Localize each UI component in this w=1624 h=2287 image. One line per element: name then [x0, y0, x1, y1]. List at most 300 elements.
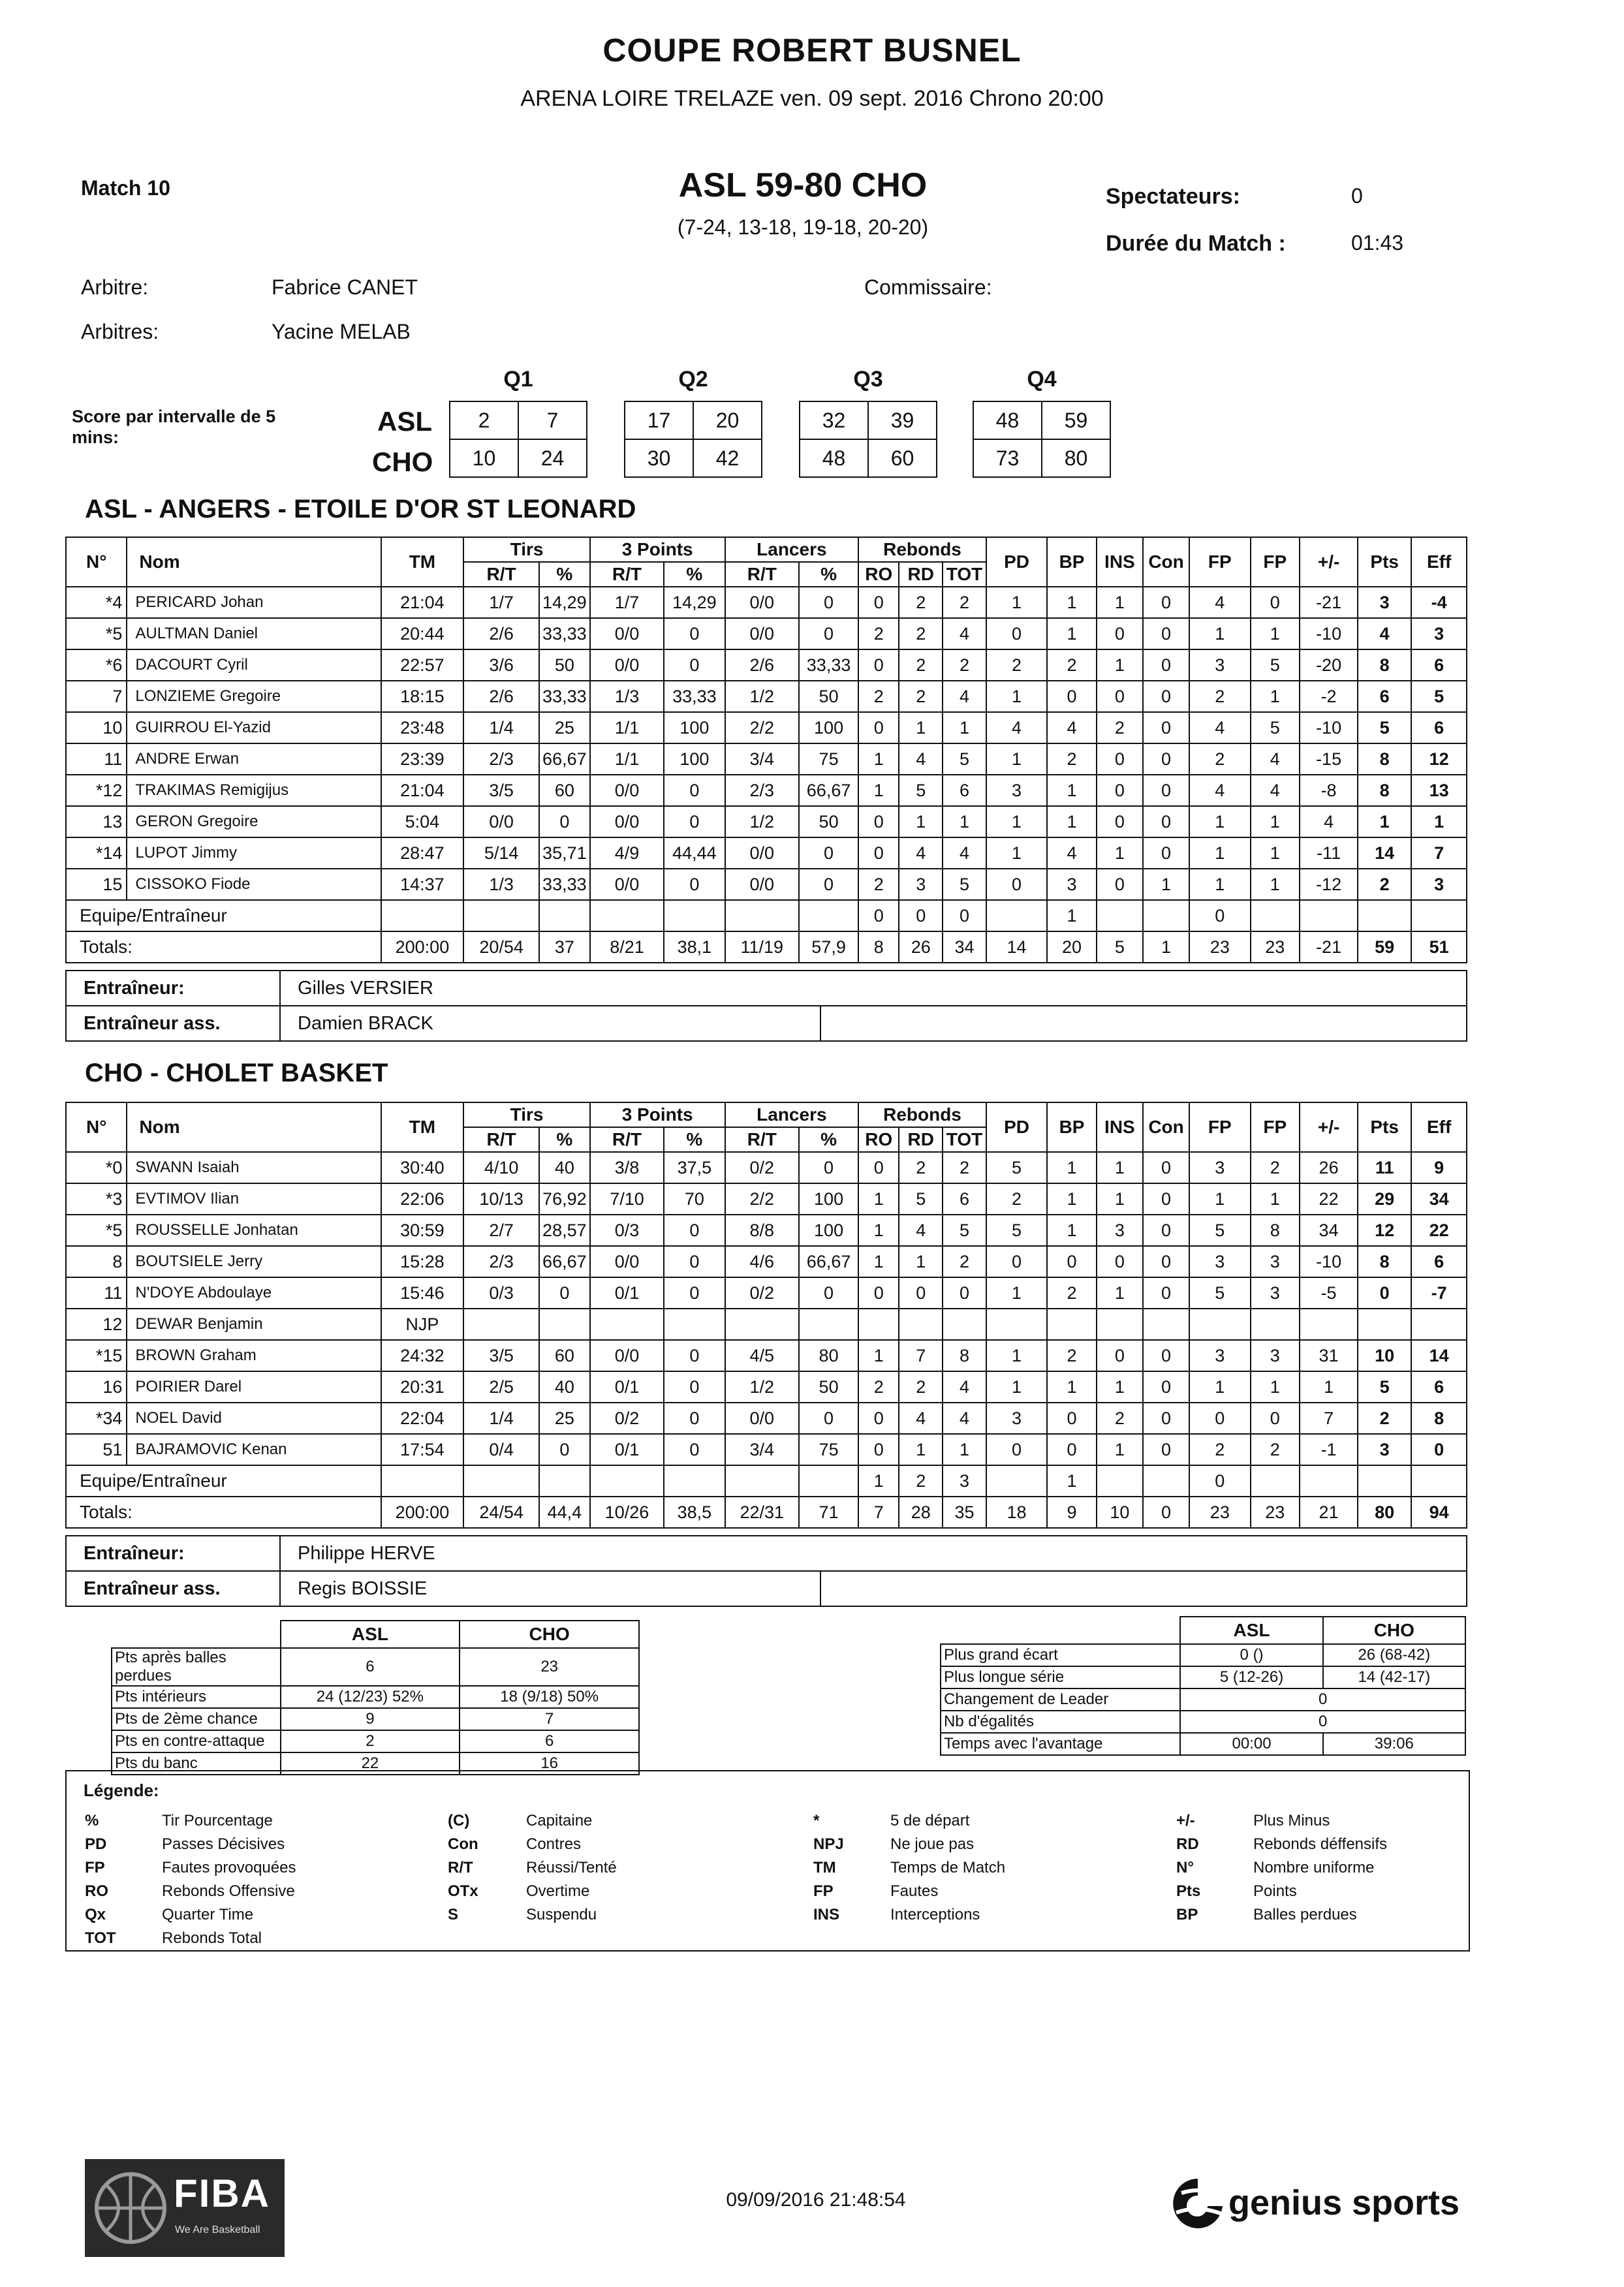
- stat-cell: 6: [943, 775, 986, 806]
- stat-cell: 0: [1143, 1371, 1189, 1403]
- stat-cell: 5: [1189, 1215, 1250, 1246]
- summary-value: 00:00: [1180, 1733, 1322, 1755]
- stat-cell: 2/5: [463, 1371, 539, 1403]
- stat-cell: 0: [1143, 743, 1189, 775]
- stat-cell: 0: [1097, 618, 1143, 649]
- legend-key: Con: [448, 1835, 478, 1853]
- stat-cell: 2/6: [463, 618, 539, 649]
- stat-cell: 0/0: [725, 837, 799, 869]
- stat-cell: 20:31: [381, 1371, 464, 1403]
- stat-cell: [463, 900, 539, 931]
- stat-cell: 14,29: [664, 587, 725, 618]
- stat-cell: 2: [1251, 1434, 1300, 1465]
- stat-cell: 0: [799, 618, 858, 649]
- player-row: [66, 649, 1467, 681]
- stat-cell: 5: [1251, 712, 1300, 743]
- stat-cell: 4: [899, 1215, 943, 1246]
- legend-description: Rebonds déffensifs: [1253, 1835, 1388, 1853]
- stat-cell: 8: [1358, 743, 1411, 775]
- legend-description: Nombre uniforme: [1253, 1859, 1375, 1876]
- coach-label: Entraîneur:: [66, 971, 280, 1006]
- column-header: Nom: [127, 537, 381, 587]
- stat-cell: [1189, 1309, 1250, 1340]
- column-header: FP: [1189, 537, 1250, 587]
- stat-cell: *4: [66, 587, 127, 618]
- stat-cell: -10: [1300, 1246, 1358, 1277]
- stat-cell: 7/10: [590, 1183, 664, 1215]
- stat-cell: 5: [1189, 1277, 1250, 1309]
- stat-cell: 1: [858, 1465, 899, 1497]
- stat-cell: 2: [858, 869, 899, 900]
- stat-cell: 1: [1189, 837, 1250, 869]
- stat-cell: 0/0: [590, 806, 664, 837]
- stat-cell: 11: [66, 1277, 127, 1309]
- stat-cell: 1: [1047, 900, 1097, 931]
- stat-cell: 1: [986, 1277, 1047, 1309]
- stat-cell: *0: [66, 1152, 127, 1183]
- summary-value: 23: [460, 1648, 639, 1686]
- stat-cell: [943, 1309, 986, 1340]
- total-cell: 94: [1411, 1497, 1467, 1528]
- stat-cell: 2: [1189, 1434, 1250, 1465]
- column-header: TM: [381, 1102, 464, 1152]
- stat-cell: 6: [1358, 681, 1411, 712]
- interval-score-cell: 17: [625, 401, 693, 439]
- total-cell: 8/21: [590, 931, 664, 963]
- total-cell: 22/31: [725, 1497, 799, 1528]
- stat-cell: 2: [1047, 1277, 1097, 1309]
- stat-cell: 8: [1411, 1403, 1467, 1434]
- stat-cell: 34: [1411, 1183, 1467, 1215]
- stat-cell: -5: [1300, 1277, 1358, 1309]
- stat-cell: 33,33: [539, 681, 590, 712]
- stat-cell: -8: [1300, 775, 1358, 806]
- stat-cell: 3: [986, 775, 1047, 806]
- legend-description: Fautes: [890, 1882, 939, 1900]
- total-cell: 71: [799, 1497, 858, 1528]
- stat-cell: 2: [899, 1371, 943, 1403]
- stat-cell: 1: [1251, 618, 1300, 649]
- stat-cell: 0: [899, 1277, 943, 1309]
- summary-value: 6: [460, 1730, 639, 1752]
- interval-label: Score par intervalle de 5 mins:: [72, 407, 276, 447]
- stat-cell: 4/9: [590, 837, 664, 869]
- summary-value: 7: [460, 1708, 639, 1730]
- stat-cell: 2: [1358, 1403, 1411, 1434]
- player-name: BAJRAMOVIC Kenan: [127, 1434, 381, 1465]
- player-row: [66, 1371, 1467, 1403]
- stat-cell: 0: [943, 900, 986, 931]
- column-subheader: TOT: [943, 562, 986, 587]
- stat-cell: 0: [799, 1152, 858, 1183]
- total-cell: -21: [1300, 931, 1358, 963]
- stat-cell: 0: [1097, 775, 1143, 806]
- stat-cell: 2: [899, 618, 943, 649]
- interval-quarter-2: Q2: [678, 367, 708, 392]
- stat-cell: 1/1: [590, 712, 664, 743]
- stat-cell: 2: [986, 649, 1047, 681]
- stat-cell: [799, 900, 858, 931]
- total-cell: 38,5: [664, 1497, 725, 1528]
- stat-cell: 2/6: [463, 681, 539, 712]
- stat-cell: [899, 1309, 943, 1340]
- legend-description: Rebonds Total: [162, 1929, 262, 1947]
- stat-cell: 1/7: [590, 587, 664, 618]
- total-cell: 0: [1143, 1497, 1189, 1528]
- stat-cell: 21:04: [381, 587, 464, 618]
- stat-cell: 66,67: [799, 1246, 858, 1277]
- stat-cell: 0: [1097, 743, 1143, 775]
- stat-cell: 14: [1411, 1340, 1467, 1371]
- stat-cell: -1: [1300, 1434, 1358, 1465]
- legend-key: S: [448, 1906, 459, 1923]
- column-header: N°: [66, 537, 127, 587]
- player-name: CISSOKO Fiode: [127, 869, 381, 900]
- stat-cell: 22:57: [381, 649, 464, 681]
- column-header: Pts: [1358, 1102, 1411, 1152]
- legend-key: INS: [813, 1906, 840, 1923]
- stat-cell: 0/0: [725, 618, 799, 649]
- legend-description: Points: [1253, 1882, 1297, 1900]
- stat-cell: 0/3: [590, 1215, 664, 1246]
- stat-cell: 1: [986, 1371, 1047, 1403]
- stat-cell: 1: [1047, 806, 1097, 837]
- stat-cell: 0: [1097, 806, 1143, 837]
- legend-description: Quarter Time: [162, 1906, 254, 1923]
- stat-cell: 5:04: [381, 806, 464, 837]
- spectators-label: Spectateurs:: [1106, 184, 1240, 209]
- column-header: N°: [66, 1102, 127, 1152]
- legend-key: BP: [1176, 1906, 1198, 1923]
- stat-cell: 3/4: [725, 1434, 799, 1465]
- stat-cell: 7: [1411, 837, 1467, 869]
- stat-cell: 0: [1143, 1403, 1189, 1434]
- stat-cell: 0: [1143, 649, 1189, 681]
- summary-label: Changement de Leader: [941, 1688, 1180, 1711]
- stat-cell: 66,67: [799, 775, 858, 806]
- stat-cell: 8: [943, 1340, 986, 1371]
- stat-cell: 4: [1300, 806, 1358, 837]
- totals-label: Totals:: [66, 931, 381, 963]
- summary-value: 2: [281, 1730, 460, 1752]
- stat-cell: 0: [1097, 1246, 1143, 1277]
- stat-cell: [1411, 1309, 1467, 1340]
- summary-team-header: CHO: [460, 1621, 639, 1648]
- summary-row: [112, 1648, 639, 1686]
- stat-cell: 0: [1143, 1434, 1189, 1465]
- total-cell: 23: [1251, 931, 1300, 963]
- interval-team-cho: CHO: [372, 446, 433, 477]
- interval-row-cho: [973, 439, 1110, 477]
- team-row-label: Equipe/Entraîneur: [66, 1465, 381, 1497]
- stat-cell: 2/3: [463, 1246, 539, 1277]
- summary-value: 5 (12-26): [1180, 1666, 1322, 1688]
- assistant-name: Regis BOISSIE: [280, 1571, 820, 1606]
- player-row: [66, 806, 1467, 837]
- player-name: BROWN Graham: [127, 1340, 381, 1371]
- stat-cell: 5: [899, 775, 943, 806]
- summary-row: [941, 1644, 1465, 1666]
- coach-label: Entraîneur:: [66, 1536, 280, 1571]
- column-header: PD: [986, 1102, 1047, 1152]
- assistant-label: Entraîneur ass.: [66, 1571, 280, 1606]
- summary-row: [112, 1686, 639, 1708]
- coach-name: Gilles VERSIER: [280, 971, 1467, 1006]
- legend-description: Tir Pourcentage: [162, 1812, 273, 1829]
- player-row: [66, 587, 1467, 618]
- stat-cell: 14:37: [381, 869, 464, 900]
- column-subheader: R/T: [725, 562, 799, 587]
- interval-score-cell: 48: [973, 401, 1042, 439]
- stat-cell: 60: [539, 775, 590, 806]
- stat-cell: 8: [66, 1246, 127, 1277]
- stat-cell: 0/2: [725, 1277, 799, 1309]
- total-cell: 35: [943, 1497, 986, 1528]
- stat-cell: [1143, 900, 1189, 931]
- stat-cell: 1: [1047, 618, 1097, 649]
- interval-score-cell: 39: [868, 401, 937, 439]
- stat-cell: 2/7: [463, 1215, 539, 1246]
- summary-row: [941, 1711, 1465, 1733]
- stat-cell: 66,67: [539, 743, 590, 775]
- legend-key: FP: [813, 1882, 834, 1900]
- stat-cell: 0/0: [725, 1403, 799, 1434]
- stat-cell: 2: [858, 681, 899, 712]
- stat-cell: 1: [1097, 837, 1143, 869]
- column-subheader: RO: [858, 1127, 899, 1152]
- stat-cell: [1358, 900, 1411, 931]
- player-row: [66, 775, 1467, 806]
- summary-value: 0: [1180, 1711, 1465, 1733]
- legend-description: Contres: [526, 1835, 582, 1853]
- period-scores: (7-24, 13-18, 19-18, 20-20): [677, 215, 929, 239]
- column-header: Con: [1143, 537, 1189, 587]
- stat-cell: 1: [1251, 869, 1300, 900]
- stat-cell: 0/3: [463, 1277, 539, 1309]
- stat-cell: 1: [1097, 649, 1143, 681]
- stat-cell: -12: [1300, 869, 1358, 900]
- stat-cell: 2: [1047, 743, 1097, 775]
- summary-label: Nb d'égalités: [941, 1711, 1180, 1733]
- stat-cell: 0: [799, 1277, 858, 1309]
- totals-row: [66, 1497, 1467, 1528]
- stat-cell: 17:54: [381, 1434, 464, 1465]
- summary-row: [941, 1666, 1465, 1688]
- group-header: Rebonds: [858, 1102, 986, 1127]
- stat-cell: 1: [986, 743, 1047, 775]
- interval-score-cell: 42: [693, 439, 762, 477]
- stat-cell: 4: [899, 1403, 943, 1434]
- stat-cell: 0: [1251, 1403, 1300, 1434]
- summary-label: Pts intérieurs: [112, 1686, 281, 1708]
- group-header: 3 Points: [590, 1102, 725, 1127]
- stat-cell: 1: [899, 1434, 943, 1465]
- total-cell: 8: [858, 931, 899, 963]
- team-row-label: Equipe/Entraîneur: [66, 900, 381, 931]
- legend-description: Balles perdues: [1253, 1906, 1357, 1923]
- stat-cell: 1: [899, 1246, 943, 1277]
- stat-cell: 5/14: [463, 837, 539, 869]
- stat-cell: 15:28: [381, 1246, 464, 1277]
- stat-cell: 1: [1047, 1371, 1097, 1403]
- group-header: 3 Points: [590, 537, 725, 562]
- stat-cell: -10: [1300, 712, 1358, 743]
- stat-cell: 1/4: [463, 712, 539, 743]
- interval-score-cell: 73: [973, 439, 1042, 477]
- player-row: [66, 743, 1467, 775]
- stat-cell: 0: [858, 1403, 899, 1434]
- total-cell: 23: [1189, 1497, 1250, 1528]
- stat-cell: 2: [943, 587, 986, 618]
- stat-cell: 1: [1251, 681, 1300, 712]
- interval-row-asl: [625, 401, 762, 439]
- stat-cell: 2: [899, 1465, 943, 1497]
- header-row: [66, 1102, 1467, 1127]
- stat-cell: 1: [943, 806, 986, 837]
- legend-description: Interceptions: [890, 1906, 980, 1923]
- column-subheader: RD: [899, 1127, 943, 1152]
- stat-cell: [463, 1309, 539, 1340]
- summary-value: 18 (9/18) 50%: [460, 1686, 639, 1708]
- legend-description: Suspendu: [526, 1906, 597, 1923]
- stat-cell: 1: [858, 1246, 899, 1277]
- stat-cell: 3/5: [463, 1340, 539, 1371]
- player-row: [66, 712, 1467, 743]
- legend-key: OTx: [448, 1882, 478, 1900]
- total-cell: 38,1: [664, 931, 725, 963]
- stat-cell: 0: [664, 806, 725, 837]
- stat-cell: 1/2: [725, 681, 799, 712]
- summary-value: 16: [460, 1752, 639, 1775]
- stat-cell: 5: [986, 1215, 1047, 1246]
- stat-cell: 28,57: [539, 1215, 590, 1246]
- stat-cell: 50: [539, 649, 590, 681]
- stat-cell: 2: [943, 1246, 986, 1277]
- stat-cell: 76,92: [539, 1183, 590, 1215]
- stat-cell: 0: [1251, 587, 1300, 618]
- coach-name: Philippe HERVE: [280, 1536, 1467, 1571]
- legend-description: Passes Décisives: [162, 1835, 285, 1853]
- stat-cell: [1251, 1465, 1300, 1497]
- stat-cell: 2: [986, 1183, 1047, 1215]
- stat-cell: 3: [1251, 1340, 1300, 1371]
- stat-cell: 40: [539, 1371, 590, 1403]
- stat-cell: 8: [1251, 1215, 1300, 1246]
- stat-cell: 0: [664, 1215, 725, 1246]
- stat-cell: 33,33: [539, 869, 590, 900]
- stat-cell: 3/4: [725, 743, 799, 775]
- interval-quarter-1: Q1: [503, 367, 533, 392]
- interval-row-asl: [973, 401, 1110, 439]
- summary-row: [112, 1708, 639, 1730]
- stat-cell: 0/4: [463, 1434, 539, 1465]
- column-subheader: R/T: [463, 1127, 539, 1152]
- fiba-tagline: We Are Basketball: [175, 2224, 260, 2235]
- team-row: [66, 900, 1467, 931]
- stat-cell: [1358, 1465, 1411, 1497]
- total-cell: 21: [1300, 1497, 1358, 1528]
- interval-score-cell: 24: [518, 439, 587, 477]
- interval-row-cho: [450, 439, 587, 477]
- stat-cell: *3: [66, 1183, 127, 1215]
- stat-cell: 0/1: [590, 1371, 664, 1403]
- column-header: PD: [986, 537, 1047, 587]
- stat-cell: 2: [943, 1152, 986, 1183]
- interval-score-cell: 32: [800, 401, 868, 439]
- stat-cell: 1: [1143, 869, 1189, 900]
- stat-cell: 0/0: [590, 775, 664, 806]
- stat-cell: 1: [1358, 806, 1411, 837]
- stat-cell: 0: [1143, 1340, 1189, 1371]
- interval-row-cho: [800, 439, 937, 477]
- legend-key: PD: [85, 1835, 107, 1853]
- total-cell: 28: [899, 1497, 943, 1528]
- stat-cell: 1: [858, 1215, 899, 1246]
- stat-cell: 8: [1358, 775, 1411, 806]
- commissioner-label: Commissaire:: [864, 275, 992, 299]
- stat-cell: 4: [986, 712, 1047, 743]
- duration-value: 01:43: [1351, 231, 1404, 255]
- stat-cell: 0: [1411, 1434, 1467, 1465]
- interval-score-cell: 7: [518, 401, 587, 439]
- stat-cell: 14: [1358, 837, 1411, 869]
- stat-cell: 0: [1143, 1152, 1189, 1183]
- stat-cell: 2/2: [725, 712, 799, 743]
- stat-cell: 0: [858, 1277, 899, 1309]
- stat-cell: 1: [858, 1340, 899, 1371]
- summary-value: 24 (12/23) 52%: [281, 1686, 460, 1708]
- stat-cell: 0/0: [590, 618, 664, 649]
- stat-cell: 1: [858, 743, 899, 775]
- player-name: LUPOT Jimmy: [127, 837, 381, 869]
- fiba-wordmark: FIBA: [174, 2171, 270, 2215]
- player-name: EVTIMOV Ilian: [127, 1183, 381, 1215]
- player-row: [66, 1246, 1467, 1277]
- stat-cell: 4: [943, 1371, 986, 1403]
- player-name: GUIRROU El-Yazid: [127, 712, 381, 743]
- stat-cell: [1300, 1309, 1358, 1340]
- stat-cell: 1: [1047, 1215, 1097, 1246]
- stat-cell: 0: [986, 1246, 1047, 1277]
- stat-cell: 1: [1300, 1371, 1358, 1403]
- stat-cell: 11: [1358, 1152, 1411, 1183]
- stat-cell: 0: [1047, 1434, 1097, 1465]
- total-cell: 200:00: [381, 931, 464, 963]
- total-cell: 23: [1189, 931, 1250, 963]
- stat-cell: [1047, 1309, 1097, 1340]
- stat-cell: 4: [943, 1403, 986, 1434]
- stat-cell: 0: [1143, 618, 1189, 649]
- summary-team-header: ASL: [281, 1621, 460, 1648]
- stat-cell: 2/3: [725, 775, 799, 806]
- player-row: [66, 869, 1467, 900]
- legend-description: Ne joue pas: [890, 1835, 975, 1853]
- stat-cell: *6: [66, 649, 127, 681]
- total-cell: 57,9: [799, 931, 858, 963]
- stat-cell: 1: [1097, 1277, 1143, 1309]
- stat-cell: 2: [899, 1152, 943, 1183]
- stat-cell: 2: [858, 618, 899, 649]
- stat-cell: [725, 1465, 799, 1497]
- stat-cell: [1411, 1465, 1467, 1497]
- stat-cell: 4: [1358, 618, 1411, 649]
- stat-cell: 0: [858, 806, 899, 837]
- stat-cell: 5: [943, 869, 986, 900]
- summary-team-header: ASL: [1180, 1617, 1322, 1644]
- total-cell: 1: [1143, 931, 1189, 963]
- stat-cell: 0: [1143, 1183, 1189, 1215]
- stat-cell: 3: [899, 869, 943, 900]
